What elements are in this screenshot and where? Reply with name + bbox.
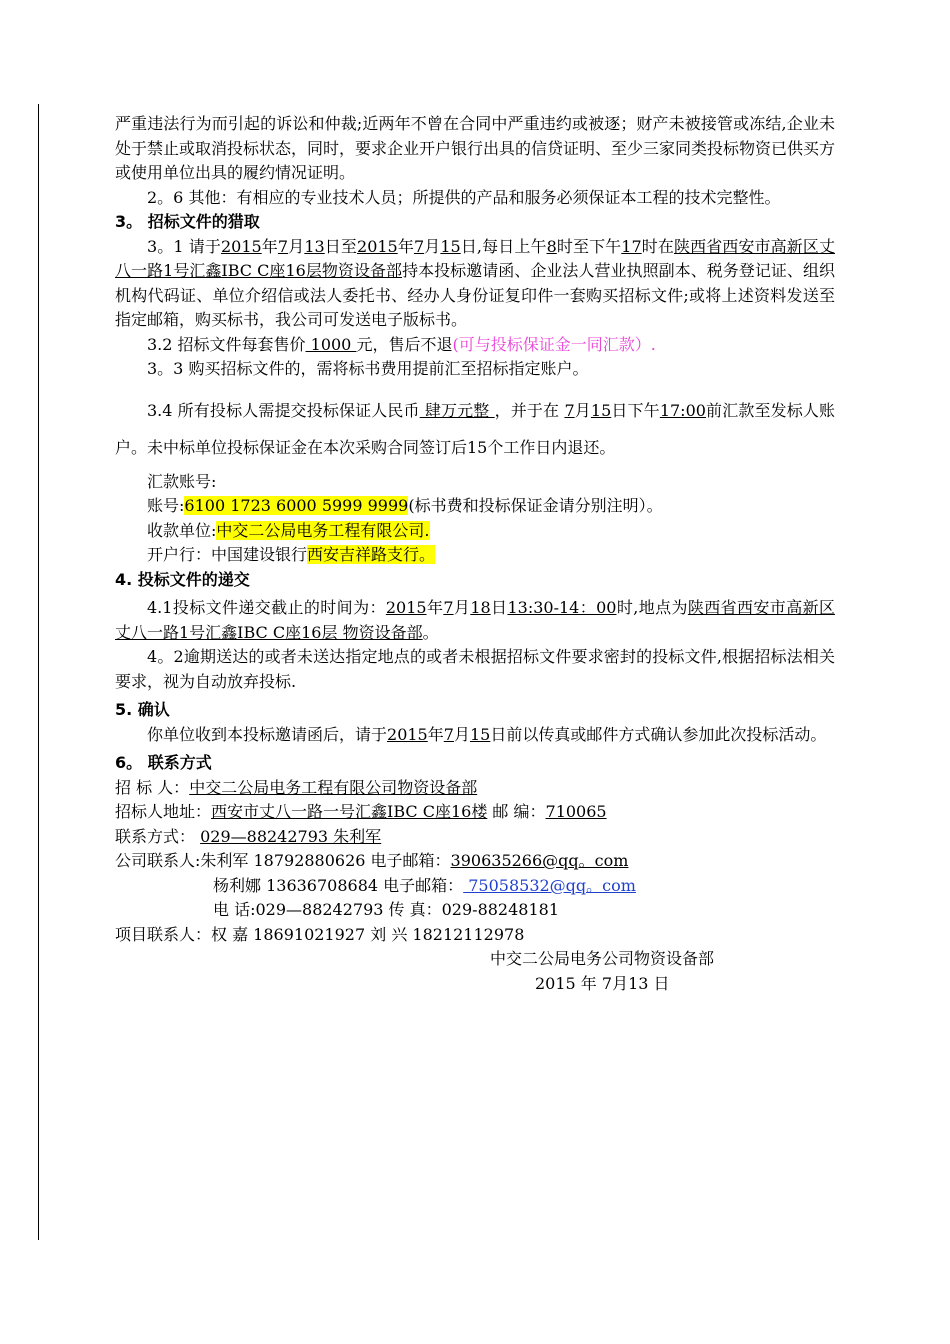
account-number: 6100 1723 6000 5999 9999 — [184, 496, 409, 515]
heading-section-4: 4. 投标文件的递交 — [115, 569, 250, 589]
heading-section-3: 3。 招标文件的猎取 — [115, 212, 260, 231]
paragraph-3-3: 3。3 购买招标文件的，需将标书费用提前汇至招标指定账户。 — [147, 359, 589, 378]
contact-address: 招标人地址：西安市丈八一路一号汇鑫IBC C座16楼 邮 编：710065 — [115, 802, 607, 821]
heading-section-5: 5. 确认 — [115, 700, 170, 719]
paragraph-2-6: 2。6 其他：有相应的专业技术人员；所提供的产品和服务必须保证本工程的技术完整性。 — [147, 187, 781, 207]
payee-name: 中交二公局电务工程有限公司. — [216, 520, 430, 540]
paragraph-3-4: 3.4 所有投标人需提交投标保证人民币 肆万元整 ，并于在 7月15日下午17:00前汇款至发标人账户。未中标单位投标保证金在本次采购合同签订后15个工作日内退还。 — [115, 400, 835, 457]
paragraph-4-2: 4。2逾期送达的或者未送达指定地点的或者未根据招标文件要求密封的投标文件,根据招标法相关要求，视为自动放弃投标. — [115, 647, 835, 691]
left-margin-line — [38, 104, 39, 1240]
remit-title: 汇款账号: — [147, 471, 217, 491]
email-link-1[interactable]: 390635266@qq。com — [450, 851, 629, 870]
contact-company-person-2: 杨利娜 13636708684 电子邮箱： 75058532@qq。com — [213, 875, 636, 895]
paragraph-3-2: 3.2 招标文件每套售价 1000 元，售后不退(可与投标保证金一同汇款）. — [147, 334, 656, 354]
contact-tel-fax: 电 话:029—88242793 传 真：029-88248181 — [213, 900, 560, 919]
paragraph-qualification: 严重违法行为而引起的诉讼和仲裁;近两年不曾在合同中严重违约或被逐；财产未被接管或冻结,企业未处于禁止或取消投标状态，同时，要求企业开户银行出具的信贷证明、至少三家同类投标物资已供买方或使用单位出具的履约情况证明。 — [115, 114, 836, 182]
paragraph-3-1: 3。1 请于2015年7月13日至2015年7月15日,每日上午8时至下午17时在陕西省西安市高新区丈八一路1号汇鑫IBC C座16层物资设备部持本投标邀请函、企业法人营业执照副本、税务登记证、组织机构代码证、单位介绍信或法人委托书、经办人身份证复印件一套购买招标文件;或将上述资料发送至指定邮箱，购买标书，我公司可发送电子版标书。 — [115, 236, 835, 329]
contact-project-persons: 项目联系人：权 嘉 18691021927 刘 兴 18212112978 — [115, 924, 525, 944]
paragraph-4-1: 4.1投标文件递交截止的时间为：2015年7月18日13:30-14：00时,地点为陕西省西安市高新区丈八一路1号汇鑫IBC C座16层 物资设备部。 — [115, 598, 835, 642]
paragraph-5: 你单位收到本投标邀请函后，请于2015年7月15日前以传真或邮件方式确认参加此次投标活动。 — [147, 724, 827, 744]
email-link-2[interactable]: 75058532@qq。com — [463, 875, 636, 895]
remit-account-line: 账号:6100 1723 6000 5999 9999(标书费和投标保证金请分别注明）。 — [147, 496, 663, 515]
document-body — [115, 112, 835, 996]
remit-payee-line: 收款单位:中交二公局电务工程有限公司. — [147, 520, 430, 540]
bank-branch: 西安吉祥路支行。 — [307, 545, 436, 564]
contact-phone: 联系方式： 029—88242793 朱利军 — [115, 826, 382, 846]
signature-org: 中交二公局电务公司物资设备部 — [490, 949, 715, 968]
remit-bank-line: 开户行：中国建设银行西安吉祥路支行。 — [147, 545, 436, 564]
signature-date: 2015 年 7月13 日 — [535, 973, 670, 993]
contact-tenderer: 招 标 人：中交二公局电务工程有限公司物资设备部 — [115, 777, 478, 797]
heading-section-6: 6。 联系方式 — [115, 753, 212, 772]
contact-company-person-1: 公司联系人:朱利军 18792880626 电子邮箱：390635266@qq。com — [115, 851, 629, 870]
